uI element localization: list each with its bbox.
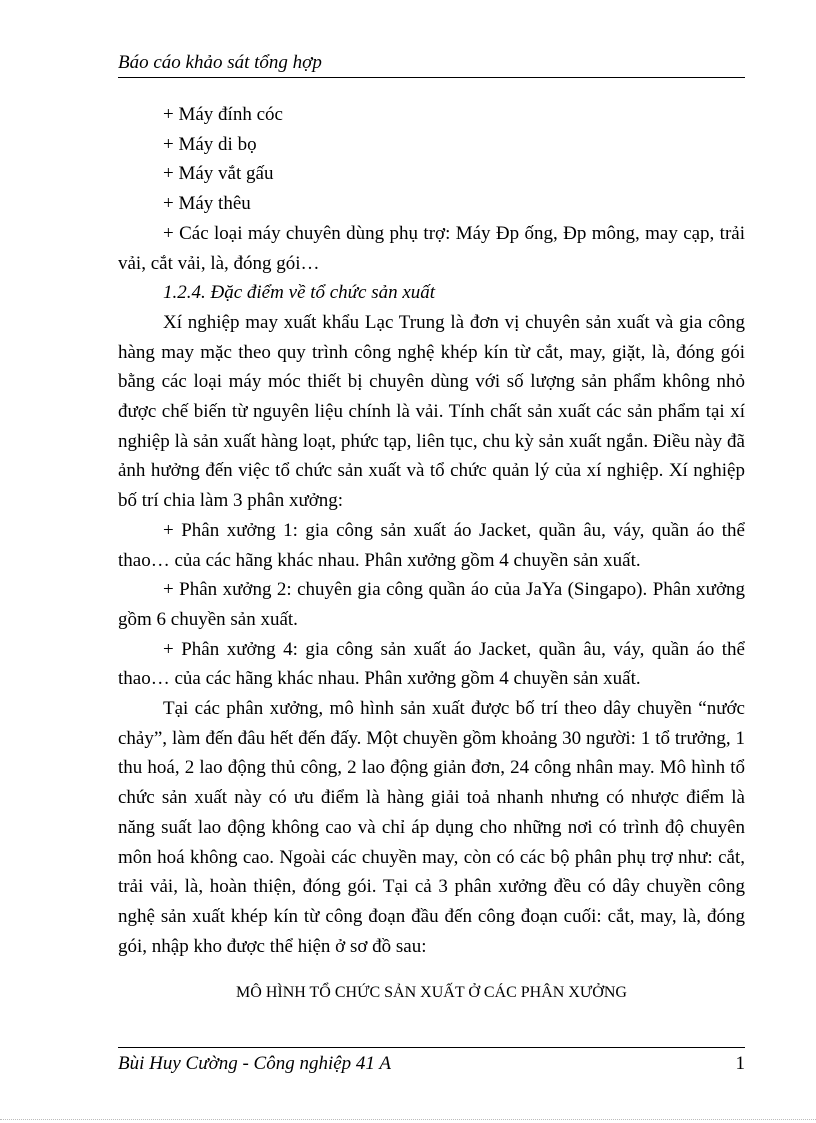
section-heading: 1.2.4. Đặc điểm về tổ chức sản xuất <box>163 282 436 304</box>
diagram-title: MÔ HÌNH TỔ CHỨC SẢN XUẤT Ở CÁC PHÂN XƯỞNG <box>236 984 627 1001</box>
list-item: + Máy đính cóc <box>163 104 283 125</box>
footer-author: Bùi Huy Cường - Công nghiệp 41 A <box>118 1053 391 1074</box>
list-item: + Máy vắt gấu <box>163 163 274 185</box>
page-header <box>118 50 745 78</box>
paragraph: Tại các phân xưởng, mô hình sản xuất được bố trí theo dây chuyền “nước chảy”, làm đến đâu hết đến đấy. Một chuyền gồm khoảng 30 người: 1 tổ trưởng, 1 thu hoá, 2 lao động thủ công, 2 lao động giản đơn, 24 công nhân may. Mô hình tổ chức sản xuất này có ưu điểm là hàng giải toả nhanh nhưng có nhược điểm là năng suất lao động không cao và chỉ áp dụng cho những nơi có trình độ chuyên môn hoá không cao. Ngoài các chuyền may, còn có các bộ phân phụ trợ như: cắt, trải vải, là, hoàn thiện, đóng gói. Tại cả 3 phân xưởng đều có dây chuyền công nghệ sản xuất khép kín từ công đoạn đầu đến công đoạn cuối: cắt, may, là, đóng gói, nhập kho được thể hiện ở sơ đồ sau: <box>118 698 745 957</box>
page-number: 1 <box>735 1053 745 1074</box>
list-item: + Các loại máy chuyên dùng phụ trợ: Máy Đp ống, Đp mông, may cạp, trải vải, cắt vải, là, đóng gói… <box>118 222 745 274</box>
list-item: + Máy di bọ <box>163 133 257 155</box>
paragraph: + Phân xưởng 1: gia công sản xuất áo Jacket, quần âu, váy, quần áo thể thao… của các hãng khác nhau. Phân xưởng gồm 4 chuyền sản xuất. <box>118 519 745 571</box>
document-body <box>118 100 745 961</box>
paragraph: Xí nghiệp may xuất khẩu Lạc Trung là đơn vị chuyên sản xuất và gia công hàng may mặc theo quy trình công nghệ khép kín từ cắt, may, giặt, là, đóng gói bằng các loại máy móc thiết bị chuyên dùng với số lượng sản phẩm không nhỏ được chế biến từ nguyên liệu chính là vải. Tính chất sản xuất các sản phẩm tại xí nghiệp là sản xuất hàng loạt, phức tạp, liên tục, chu kỳ sản xuất ngắn. Điều này đã ảnh hưởng đến việc tổ chức sản xuất và tổ chức quản lý của xí nghiệp. Xí nghiệp bố trí chia làm 3 phân xưởng: <box>118 311 745 512</box>
page-footer <box>118 1047 745 1076</box>
page-divider <box>0 1119 816 1120</box>
header-title: Báo cáo khảo sát tổng hợp <box>118 52 322 73</box>
list-item: + Máy thêu <box>163 193 251 215</box>
paragraph: + Phân xưởng 4: gia công sản xuất áo Jacket, quần âu, váy, quần áo thể thao… của các hãng khác nhau. Phân xưởng gồm 4 chuyền sản xuất. <box>118 638 745 690</box>
paragraph: + Phân xưởng 2: chuyên gia công quần áo của JaYa (Singapo). Phân xưởng gồm 6 chuyền sản xuất. <box>118 579 745 630</box>
